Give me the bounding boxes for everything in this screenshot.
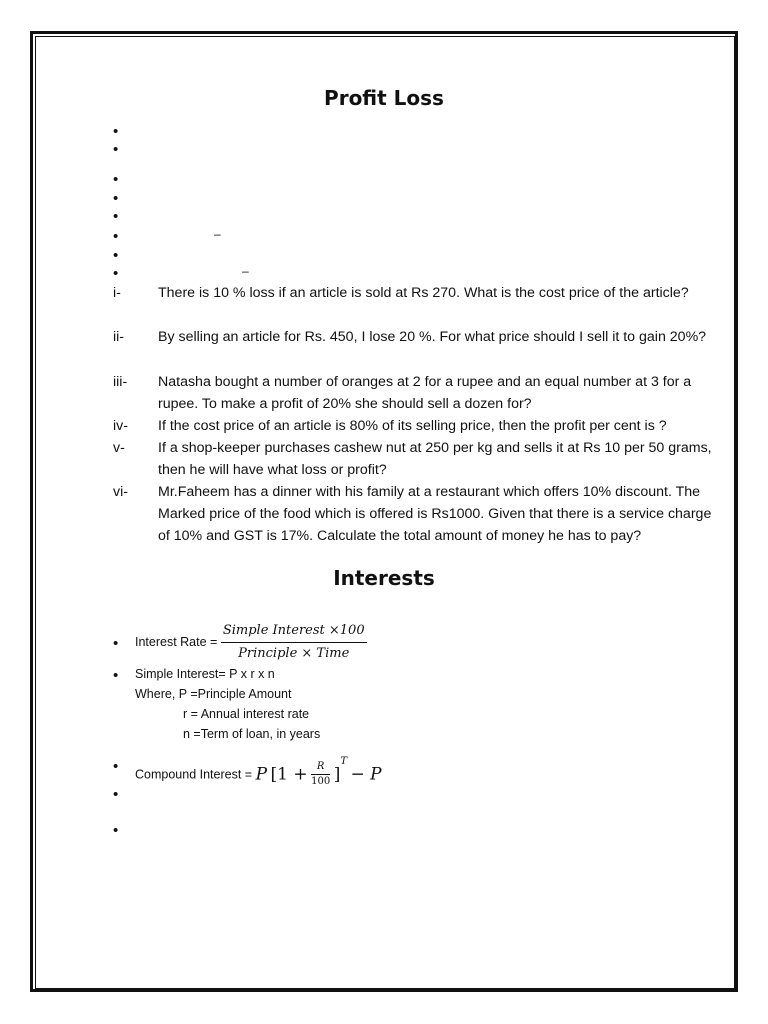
compound-exponent: T xyxy=(340,756,347,767)
fraction-numerator: Simple Interest ×100 xyxy=(221,621,367,643)
question-number: vi- xyxy=(113,484,128,500)
dash-mark: – xyxy=(242,264,249,278)
question-number: v- xyxy=(113,440,125,456)
where-term: n =Term of loan, in years xyxy=(183,727,321,741)
empty-bullet: • xyxy=(113,190,119,207)
where-principle: Where, P =Principle Amount xyxy=(135,687,292,701)
empty-bullet: • xyxy=(113,171,119,188)
interest-rate-fraction xyxy=(221,621,367,664)
compound-open: [1 + xyxy=(270,764,308,785)
empty-bullet: • xyxy=(113,141,119,158)
simple-interest-formula: Simple Interest= P x r x n xyxy=(135,667,275,681)
fraction-numerator: R xyxy=(311,761,330,775)
empty-bullet: • xyxy=(113,822,119,839)
empty-bullet: • xyxy=(113,228,119,245)
empty-bullet: • xyxy=(113,265,119,282)
compound-tail: − P xyxy=(350,764,382,785)
question-text: There is 10 % loss if an article is sold at Rs 270. What is the cost price of the article? xyxy=(158,285,689,301)
question-number: iii- xyxy=(113,374,128,390)
question-number: ii- xyxy=(113,329,125,345)
formula-bullet: • xyxy=(113,635,119,652)
compound-interest-formula xyxy=(135,747,382,790)
compound-fraction xyxy=(311,761,330,788)
compound-interest-label: Compound Interest = xyxy=(135,767,253,782)
empty-bullet: • xyxy=(113,786,119,803)
compound-p: P xyxy=(255,764,268,785)
empty-bullet: • xyxy=(113,123,119,140)
interest-rate-label: Interest Rate = xyxy=(135,634,218,649)
question-text: Mr.Faheem has a dinner with his family at a restaurant which offers 10% discount. The Marked price of the food which is offered is Rs1000. Given that there is a service charge of 10% and GST is 17%. Calculate the total amount of money he has to pay? xyxy=(158,484,712,544)
dash-mark: – xyxy=(214,227,221,241)
question-number: i- xyxy=(113,285,121,301)
fraction-denominator: 100 xyxy=(311,776,331,788)
question-text: Natasha bought a number of oranges at 2 for a rupee and an equal number at 3 for a rupee. To make a profit of 20% she should sell a dozen for? xyxy=(158,374,692,412)
compound-close: ] xyxy=(333,764,341,785)
question-text: If the cost price of an article is 80% of its selling price, then the profit per cent is ? xyxy=(158,418,667,434)
question-text: By selling an article for Rs. 450, I lose 20 %. For what price should I sell it to gain 20%? xyxy=(158,329,707,345)
question-number: iv- xyxy=(113,418,128,434)
interests-title: Interests xyxy=(333,566,435,590)
question-text: If a shop-keeper purchases cashew nut at 250 per kg and sells it at Rs 10 per 50 grams, then he will have what loss or profit? xyxy=(158,440,712,478)
formula-bullet: • xyxy=(113,667,119,684)
interest-rate-formula xyxy=(135,621,367,664)
empty-bullet: • xyxy=(113,208,119,225)
empty-bullet: • xyxy=(113,247,119,264)
fraction-denominator: Principle × Time xyxy=(238,646,350,661)
profit-loss-title: Profit Loss xyxy=(324,86,444,110)
where-rate: r = Annual interest rate xyxy=(183,707,310,721)
formula-bullet: • xyxy=(113,758,119,775)
